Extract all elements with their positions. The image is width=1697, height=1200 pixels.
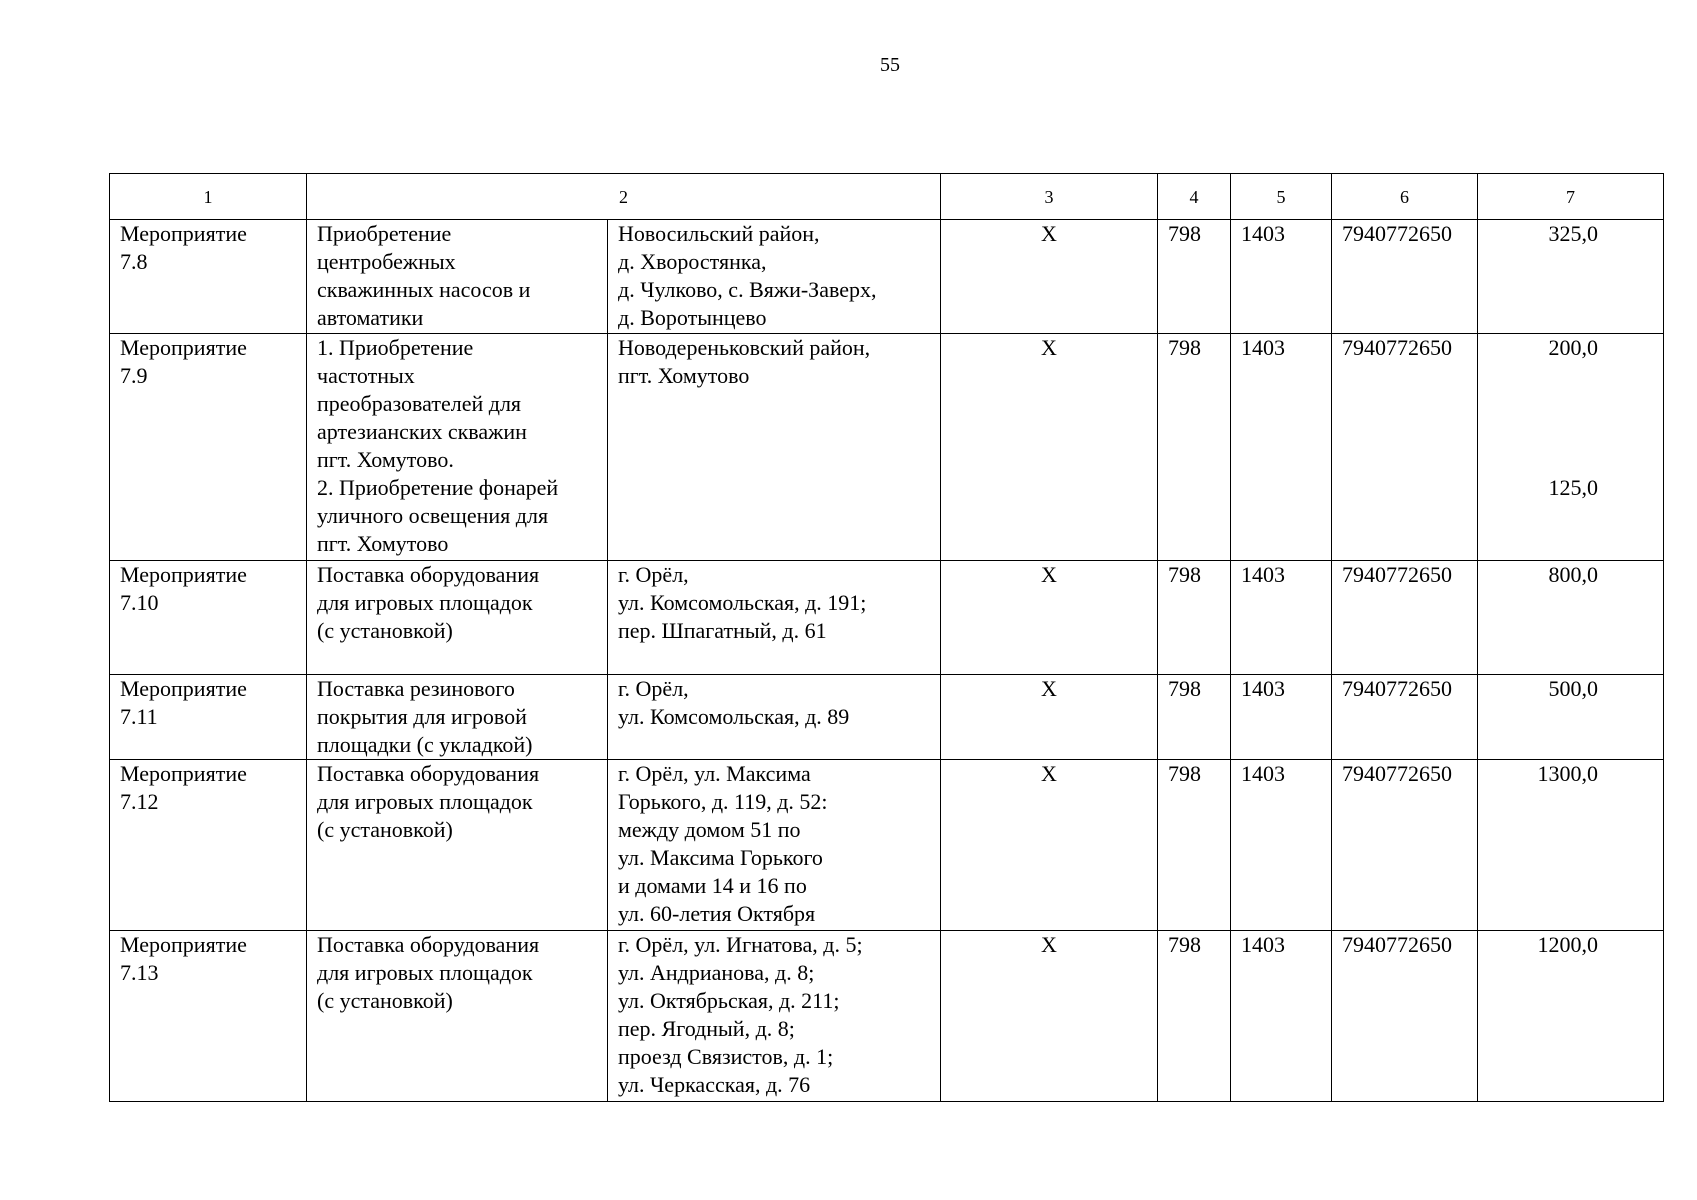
column-3-cell [941,675,1158,760]
column-4-cell [1158,334,1231,561]
location-line: ул. 60-летия Октября [618,901,816,926]
table-row [110,675,1664,760]
column-4-cell [1158,220,1231,334]
location-cell [608,675,941,760]
location-line: д. Чулково, с. Вяжи-Заверх, [618,277,877,302]
description-line: Поставка оборудования [317,932,540,957]
description-cell [307,675,608,760]
column-6-cell [1332,334,1478,561]
location-line: пер. Ягодный, д. 8; [618,1016,795,1041]
header-cell-7: 7 [1478,174,1664,220]
column-5-cell [1231,931,1332,1102]
description-line: Поставка оборудования [317,562,540,587]
amount-line: 800,0 [1548,562,1598,587]
measure-name-line: 7.12 [120,789,159,814]
description-line: покрытия для игровой [317,704,527,729]
location-line: д. Хворостянка, [618,249,767,274]
header-cell-5: 5 [1231,174,1332,220]
cell-text: 1403 [1241,335,1285,360]
amount-line [1488,418,1598,446]
description-line: Приобретение [317,221,452,246]
description-line: Поставка резинового [317,676,515,701]
description-line: (с установкой) [317,817,453,842]
measure-name-line: Мероприятие [120,562,247,587]
location-cell [608,561,941,675]
description-cell [307,561,608,675]
description-cell [307,220,608,334]
amount-line: 325,0 [1548,221,1598,246]
location-cell [608,931,941,1102]
description-line: преобразователей для [317,391,522,416]
location-line: ул. Черкасская, д. 76 [618,1072,811,1097]
location-line: ул. Максима Горького [618,845,823,870]
amount-cell [1478,561,1664,675]
column-6-cell [1332,760,1478,931]
column-5-cell [1231,675,1332,760]
header-cell-2: 2 [307,174,941,220]
cell-text: 7940772650 [1342,221,1452,246]
description-cell [307,931,608,1102]
description-line: для игровых площадок [317,960,533,985]
cell-text: 1403 [1241,932,1285,957]
measure-name-line: 7.9 [120,363,148,388]
cell-text: 798 [1168,335,1201,360]
amount-line: 125,0 [1548,475,1598,500]
measure-name-line: Мероприятие [120,676,247,701]
table-row [110,760,1664,931]
amount-cell [1478,334,1664,561]
column-5-cell [1231,334,1332,561]
description-line: скважинных насосов и [317,277,531,302]
description-line: артезианских скважин [317,419,527,444]
amount-line [1488,446,1598,474]
column-3-cell [941,334,1158,561]
cell-text: Х [1041,335,1057,360]
measure-name-cell [110,220,307,334]
description-cell [307,334,608,561]
cell-text: 798 [1168,562,1201,587]
location-line: г. Орёл, ул. Игнатова, д. 5; [618,932,863,957]
measure-name-cell [110,561,307,675]
column-5-cell [1231,760,1332,931]
cell-text: 1403 [1241,562,1285,587]
cell-text: 798 [1168,932,1201,957]
description-line: уличного освещения для [317,503,549,528]
cell-text: 798 [1168,221,1201,246]
amount-line [1488,390,1598,418]
measure-name-line: Мероприятие [120,932,247,957]
column-6-cell [1332,675,1478,760]
description-line: для игровых площадок [317,789,533,814]
column-3-cell [941,760,1158,931]
column-4-cell [1158,760,1231,931]
header-cell-4: 4 [1158,174,1231,220]
location-line: пер. Шпагатный, д. 61 [618,618,827,643]
measure-name-line: Мероприятие [120,335,247,360]
description-line: площадки (с укладкой) [317,732,533,757]
location-cell [608,760,941,931]
cell-text: 798 [1168,761,1201,786]
column-5-cell [1231,220,1332,334]
amount-cell [1478,220,1664,334]
cell-text: 7940772650 [1342,676,1452,701]
description-line: Поставка оборудования [317,761,540,786]
measure-name-line: 7.8 [120,249,148,274]
location-line: между домом 51 по [618,817,801,842]
location-line: г. Орёл, ул. Максима [618,761,811,786]
cell-text: Х [1041,562,1057,587]
column-4-cell [1158,675,1231,760]
location-line: и домами 14 и 16 по [618,873,807,898]
table-body [110,174,1664,1102]
description-line: пгт. Хомутово [317,531,449,556]
location-line: пгт. Хомутово [618,363,750,388]
measure-name-line: Мероприятие [120,761,247,786]
measures-table [109,173,1664,1102]
header-cell-6: 6 [1332,174,1478,220]
description-line: автоматики [317,305,424,330]
location-line: д. Воротынцево [618,305,767,330]
location-line: ул. Андрианова, д. 8; [618,960,815,985]
measure-name-cell [110,931,307,1102]
measure-name-line: 7.13 [120,960,159,985]
cell-text: Х [1041,676,1057,701]
column-4-cell [1158,931,1231,1102]
location-line: Новодереньковский район, [618,335,871,360]
header-cell-1: 1 [110,174,307,220]
description-line: для игровых площадок [317,590,533,615]
column-5-cell [1231,561,1332,675]
column-6-cell [1332,931,1478,1102]
location-line: ул. Октябрьская, д. 211; [618,988,840,1013]
amount-line: 1200,0 [1537,932,1598,957]
table-row [110,334,1664,561]
measure-name-line: 7.10 [120,590,159,615]
amount-cell [1478,675,1664,760]
column-6-cell [1332,220,1478,334]
location-line: г. Орёл, [618,676,689,701]
location-line: ул. Комсомольская, д. 191; [618,590,867,615]
description-line: частотных [317,363,415,388]
amount-line: 1300,0 [1537,761,1598,786]
amount-cell [1478,931,1664,1102]
amount-cell [1478,760,1664,931]
location-line: ул. Комсомольская, д. 89 [618,704,850,729]
location-line: проезд Связистов, д. 1; [618,1044,834,1069]
cell-text: 1403 [1241,221,1285,246]
measure-name-cell [110,334,307,561]
location-line: Горького, д. 119, д. 52: [618,789,828,814]
page-number: 55 [880,54,900,76]
measure-name-line: 7.11 [120,704,158,729]
amount-line [1488,362,1598,390]
location-line: Новосильский район, [618,221,820,246]
measure-name-cell [110,760,307,931]
cell-text: 7940772650 [1342,562,1452,587]
table-row [110,220,1664,334]
cell-text: Х [1041,761,1057,786]
cell-text: 7940772650 [1342,761,1452,786]
header-cell-3: 3 [941,174,1158,220]
column-3-cell [941,561,1158,675]
description-line: 2. Приобретение фонарей [317,475,559,500]
description-line: 1. Приобретение [317,335,474,360]
column-6-cell [1332,561,1478,675]
description-line: центробежных [317,249,456,274]
description-line: пгт. Хомутово. [317,447,454,472]
column-3-cell [941,220,1158,334]
table-row [110,561,1664,675]
description-line: (с установкой) [317,618,453,643]
cell-text: Х [1041,932,1057,957]
table-row [110,931,1664,1102]
cell-text: 1403 [1241,761,1285,786]
description-line: (с установкой) [317,988,453,1013]
location-cell [608,220,941,334]
cell-text: 1403 [1241,676,1285,701]
amount-line: 200,0 [1548,335,1598,360]
column-3-cell [941,931,1158,1102]
measure-name-cell [110,675,307,760]
column-4-cell [1158,561,1231,675]
cell-text: 798 [1168,676,1201,701]
measure-name-line: Мероприятие [120,221,247,246]
cell-text: 7940772650 [1342,335,1452,360]
header-row [110,174,1664,220]
description-cell [307,760,608,931]
location-line: г. Орёл, [618,562,689,587]
cell-text: Х [1041,221,1057,246]
cell-text: 7940772650 [1342,932,1452,957]
location-cell [608,334,941,561]
amount-line: 500,0 [1548,676,1598,701]
